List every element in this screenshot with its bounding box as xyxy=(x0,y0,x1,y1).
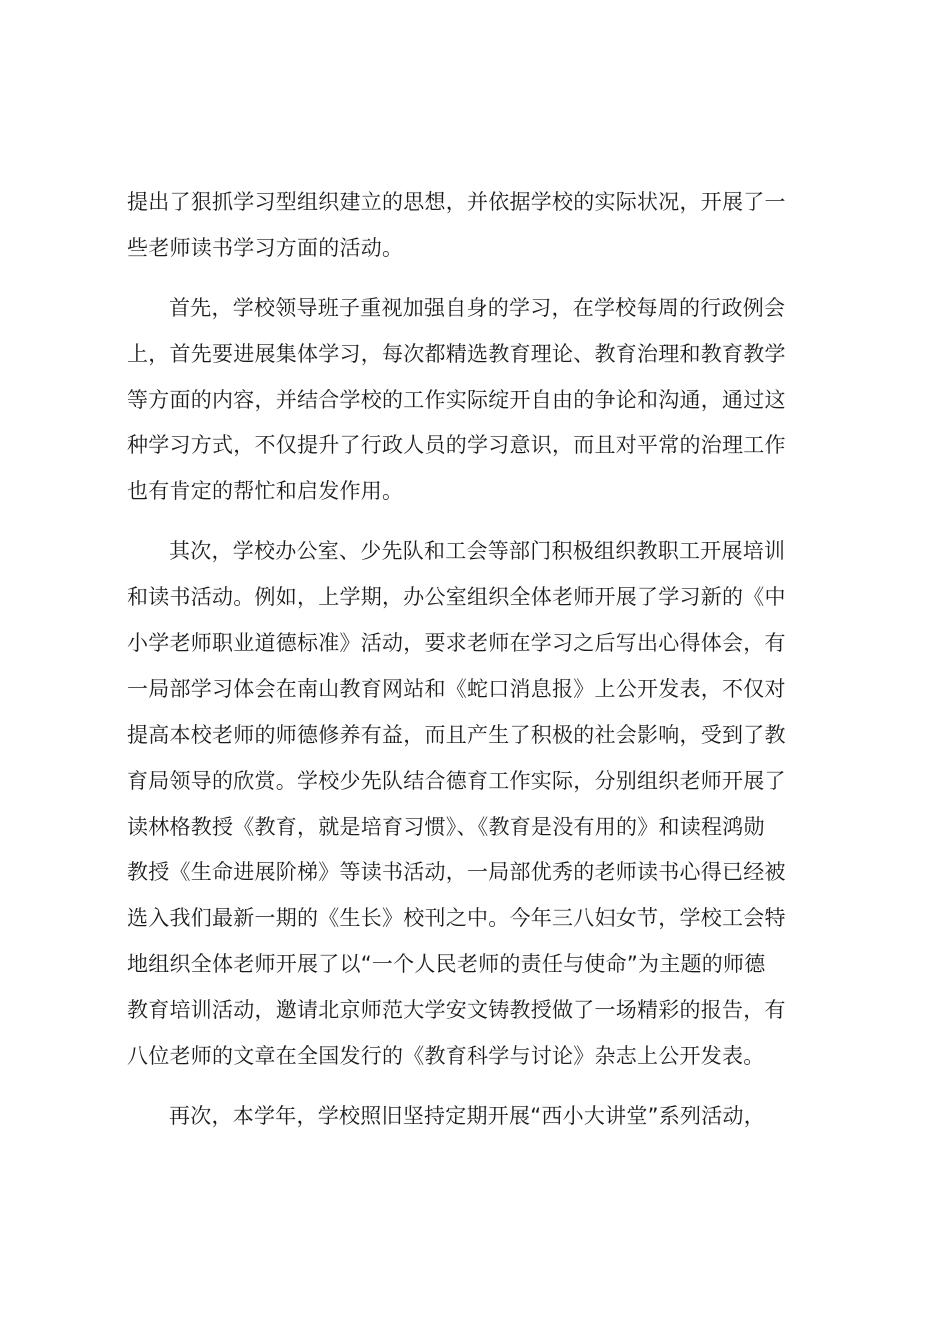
paragraph-2 xyxy=(127,286,833,515)
text-line: 提高本校老师的师德修养有益，而且产生了积极的社会影响，受到了教 xyxy=(127,722,786,747)
text-line: 选入我们最新一期的《生长》校刊之中。今年三八妇女节，学校工会特 xyxy=(127,906,786,931)
text-line: 也有肯定的帮忙和启发作用。 xyxy=(127,479,404,504)
text-line: 一局部学习体会在南山教育网站和《蛇口消息报》上公开发表，不仅对 xyxy=(127,676,786,701)
text-line: 八位老师的文章在全国发行的《教育科学与讨论》杂志上公开发表。 xyxy=(127,1044,765,1069)
text-line: 地组织全体老师开展了以“一个人民老师的责任与使命”为主题的师德 xyxy=(127,952,766,977)
paragraph-4 xyxy=(127,1094,833,1140)
text-line: 读林格教授《教育，就是培育习惯》、《教育是没有用的》和读程鸿勋 xyxy=(127,814,765,839)
text-line: 和读书活动。例如，上学期，办公室组织全体老师开展了学习新的《中 xyxy=(127,585,786,610)
text-line: 种学习方式，不仅提升了行政人员的学习意识，而且对平常的治理工作 xyxy=(127,433,786,458)
text-line: 教授《生命进展阶梯》等读书活动，一局部优秀的老师读书心得已经被 xyxy=(127,860,786,885)
text-line: 等方面的内容，并结合学校的工作实际绽开自由的争论和沟通，通过这 xyxy=(127,387,786,412)
text-line: 其次，学校办公室、少先队和工会等部门积极组织教职工开展培训 xyxy=(169,539,786,564)
text-line: 首先，学校领导班子重视加强自身的学习，在学校每周的行政例会 xyxy=(169,295,786,320)
text-line: 些老师读书学习方面的活动。 xyxy=(127,235,404,260)
text-line: 小学老师职业道德标准》活动，要求老师在学习之后写出心得体会，有 xyxy=(127,631,786,656)
text-line: 提出了狠抓学习型组织建立的思想，并依据学校的实际状况，开展了一 xyxy=(127,190,786,214)
text-line: 教育培训活动，邀请北京师范大学安文铸教授做了一场精彩的报告，有 xyxy=(127,998,786,1023)
paragraph-1 xyxy=(127,180,833,272)
text-line: 上，首先要进展集体学习，每次都精选教育理论、教育治理和教育教学 xyxy=(127,341,786,366)
body-text xyxy=(127,180,833,1140)
text-line: 再次，本学年，学校照旧坚持定期开展“西小大讲堂”系列活动， xyxy=(169,1103,766,1128)
text-line: 育局领导的欣赏。学校少先队结合德育工作实际，分别组织老师开展了 xyxy=(127,768,786,793)
paragraph-3 xyxy=(127,529,833,1080)
